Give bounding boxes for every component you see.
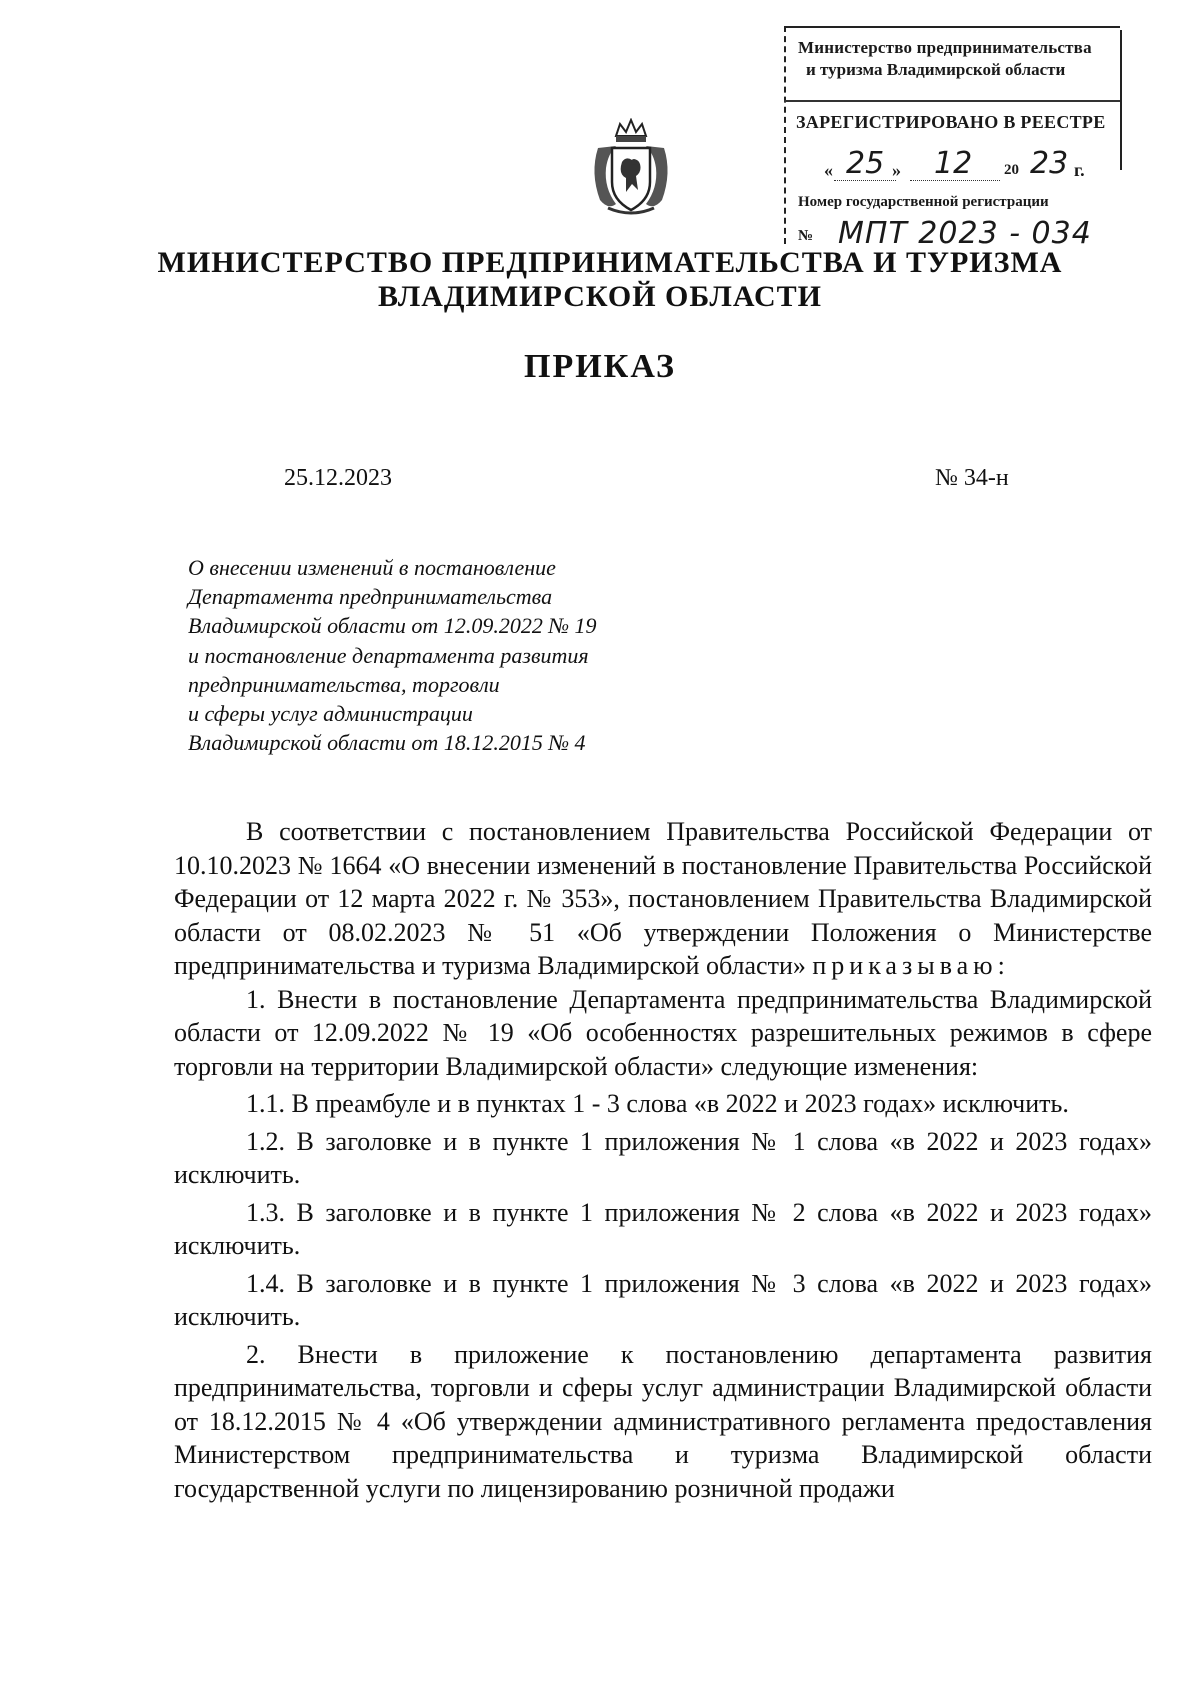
paragraph-1-3: 1.3. В заголовке и в пункте 1 приложения № 2 слова «в 2022 и 2023 годах» исключить. xyxy=(174,1197,1152,1260)
stamp-frame-top xyxy=(784,26,1120,28)
registration-stamp xyxy=(784,26,1124,251)
stamp-org-line1: Министерство предпринимательства xyxy=(798,38,1092,57)
stamp-date-suffix: г. xyxy=(1074,160,1085,180)
stamp-reg-number: МПТ 2023 - 034 xyxy=(838,216,1092,251)
subject-line: Владимирской области от 12.09.2022 № 19 xyxy=(188,613,597,639)
stamp-reg-prefix: № xyxy=(798,228,814,244)
stamp-registered-label: ЗАРЕГИСТРИРОВАНО В РЕЕСТРЕ xyxy=(796,112,1106,132)
preamble-paragraph xyxy=(174,815,1152,983)
paragraph-1-1: 1.1. В преамбуле и в пунктах 1 - 3 слова «в 2022 и 2023 годах» исключить. xyxy=(246,1089,1069,1118)
stamp-reg-label: Номер государственной регистрации xyxy=(798,194,1049,210)
stamp-date-month: 12 xyxy=(934,146,973,181)
document-subject xyxy=(188,553,708,757)
stamp-date: « 25 » 12 20 23 г. xyxy=(824,146,1085,181)
paragraph-1: 1. Внести в постановление Департамента предпринимательства Владимирской области от 12.09.2022 № 19 «Об особенностях разрешительных режимов в сфере торговли на территории Владимирской области» следующие изменения: xyxy=(174,984,1152,1081)
stamp-date-year: 23 xyxy=(1030,146,1069,181)
orders-word: приказываю: xyxy=(812,951,1010,980)
ministry-title-line1: МИНИСТЕРСТВО ПРЕДПРИНИМАТЕЛЬСТВА И ТУРИЗМА xyxy=(157,246,1063,279)
document-number: № 34-н xyxy=(935,465,1009,491)
paragraph-2: 2. Внести в приложение к постановлению департамента развития предпринимательства, торговли и сферы услуг администрации Владимирской области от 18.12.2015 № 4 «Об утверждении административного регламента предоставления Министерством предпринимательства и туризма Владимирской области государственной услуги по лицензированию розничной продажи xyxy=(174,1339,1152,1503)
ministry-title-line2: ВЛАДИМИРСКОЙ ОБЛАСТИ xyxy=(378,280,822,313)
document-type-title: ПРИКАЗ xyxy=(524,348,676,385)
stamp-org-line2: и туризма Владимирской области xyxy=(806,60,1066,79)
subject-line: Владимирской области от 18.12.2015 № 4 xyxy=(188,730,586,756)
subject-line: О внесении изменений в постановление xyxy=(188,555,556,580)
document-date: 25.12.2023 xyxy=(284,465,392,491)
preamble-text: В соответствии с постановлением Правительства Российской Федерации от 10.10.2023 № 1664 «О внесении изменений в постановление Правительства Российской Федерации от 12 марта 2022 г. № 353», постановлением Правительства Владимирской области от 08.02.2023 № 51 «Об утверждении Положения о Министерстве предпринимательства и туризма Владимирской области» xyxy=(174,817,1152,980)
stamp-frame-left xyxy=(784,26,786,244)
subject-line: предпринимательства, торговли xyxy=(188,671,500,697)
stamp-divider xyxy=(784,100,1120,102)
paragraph-1-4: 1.4. В заголовке и в пункте 1 приложения № 3 слова «в 2022 и 2023 годах» исключить. xyxy=(174,1268,1152,1331)
subject-line: и сферы услуг администрации xyxy=(188,701,473,727)
stamp-frame-right xyxy=(1120,30,1122,170)
stamp-date-year-prefix: 20 xyxy=(1004,162,1019,178)
stamp-date-day: 25 xyxy=(846,146,885,181)
subject-line: Департамента предпринимательства xyxy=(188,584,553,610)
coat-of-arms-emblem xyxy=(586,118,676,218)
document-body xyxy=(174,815,1152,1505)
subject-line: и постановление департамента развития xyxy=(188,642,589,668)
paragraph-1-2: 1.2. В заголовке и в пункте 1 приложения № 1 слова «в 2022 и 2023 годах» исключить. xyxy=(174,1126,1152,1189)
